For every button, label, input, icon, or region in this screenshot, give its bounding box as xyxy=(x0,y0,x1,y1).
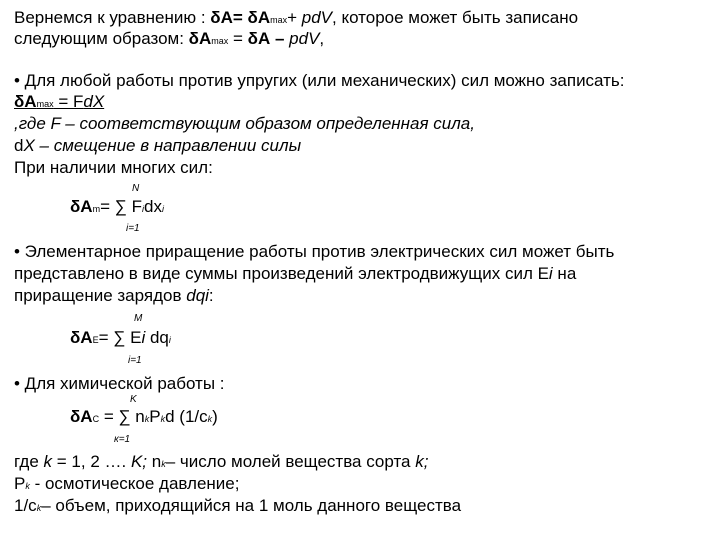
subscript-max-3: max xyxy=(36,99,54,109)
subscript-m: m xyxy=(92,204,101,214)
sum-upper-limit-n: N xyxy=(132,183,140,194)
elec-line-1: • Элементарное приращение работы против электрических сил может быть xyxy=(14,242,615,261)
sum-lower-limit-3: к=1 xyxy=(114,434,131,445)
sum-e: = ∑ E xyxy=(98,328,142,347)
mech-many-forces: При наличии многих сил: xyxy=(14,158,213,177)
plus-sign: + xyxy=(287,8,302,27)
k-cap: K; xyxy=(130,452,148,471)
k-values: = 1, 2 …. xyxy=(52,452,131,471)
displacement-text: X – смещение в направлении силы xyxy=(23,136,302,155)
elec-sum-equation xyxy=(70,328,171,350)
dqi-term: dqi xyxy=(186,286,209,305)
subscript-max: max xyxy=(270,15,288,25)
subscript-e: E xyxy=(92,335,99,345)
delta-a-max-symbol-3: δА xyxy=(14,92,37,111)
i-letter-2: i xyxy=(141,328,146,347)
delta-a-max-symbol-2: δА xyxy=(188,29,212,48)
p-letter-2: P xyxy=(14,474,26,493)
mech-def-force: ,где F – соответствующим образом определенная сила, xyxy=(14,114,475,133)
chem-def-p xyxy=(14,474,239,496)
subscript-i: i xyxy=(141,204,144,214)
intro-line-1 xyxy=(14,8,578,30)
intro-text: Вернемся к уравнению : xyxy=(14,8,211,27)
close-paren: ) xyxy=(212,407,218,426)
minus-sign: – xyxy=(270,29,290,48)
dq: dq xyxy=(145,328,169,347)
sum-n: = ∑ n xyxy=(99,407,145,426)
chem-def-volume xyxy=(14,496,461,518)
mech-def-displacement xyxy=(14,136,301,156)
intro-text-2: следующим образом: xyxy=(14,29,189,48)
n-letter: n xyxy=(147,452,162,471)
mech-sum-equation xyxy=(70,197,164,219)
sum-f: = ∑ F xyxy=(100,197,142,216)
intro-text-end: , которое может быть записано xyxy=(332,8,579,27)
p-letter: P xyxy=(149,407,161,426)
elec-text: представлено в виде суммы произведений электродвижущих сил E xyxy=(14,264,549,283)
sum-lower-limit-2: i=1 xyxy=(128,355,142,366)
equals-f: = F xyxy=(53,92,84,111)
colon: : xyxy=(208,286,214,305)
dx: dx xyxy=(143,197,162,216)
subscript-k-6: k xyxy=(36,503,42,513)
volume-text: – объем, приходящийся на 1 моль данного вещества xyxy=(41,496,462,515)
chem-sum-equation xyxy=(70,407,218,429)
elec-line-2 xyxy=(14,264,576,284)
comma: , xyxy=(319,29,325,48)
intro-line-2 xyxy=(14,29,324,51)
pdv-term: pdV xyxy=(301,8,333,27)
where-text: где xyxy=(14,452,44,471)
k-letter-2: k; xyxy=(415,452,429,471)
subscript-k-2: k xyxy=(160,414,166,424)
mech-bullet: • Для любой работы против упругих (или механических) сил можно записать: xyxy=(14,71,625,90)
delta-a-max-symbol: δА= δА xyxy=(210,8,271,27)
moles-text: – число молей вещества сорта xyxy=(165,452,416,471)
one-over-c: 1/c xyxy=(14,496,37,515)
osmotic-text: - осмотическое давление; xyxy=(29,474,240,493)
subscript-k-3: k xyxy=(207,414,213,424)
sum-upper-limit-k: K xyxy=(130,394,137,405)
chem-bullet: • Для химической работы : xyxy=(14,374,225,393)
chem-def-k xyxy=(14,452,428,474)
subscript-k-4: k xyxy=(161,459,166,469)
subscript-k-5: k xyxy=(25,481,30,491)
elec-text-end: на xyxy=(552,264,577,283)
d-letter: d xyxy=(14,136,24,155)
subscript-c: C xyxy=(92,414,100,424)
delta-a-symbol: δА xyxy=(247,29,271,48)
elec-line-3 xyxy=(14,286,214,306)
subscript-k: k xyxy=(144,414,150,424)
delta-a-m-symbol: δА xyxy=(70,197,93,216)
equals-sign: = xyxy=(228,29,248,48)
pdv-term-2: pdV xyxy=(289,29,320,48)
k-letter: k xyxy=(43,452,53,471)
subscript-max-2: max xyxy=(211,36,229,46)
sum-lower-limit: i=1 xyxy=(126,223,140,234)
sum-upper-limit-m: M xyxy=(134,313,143,324)
subscript-i-2: i xyxy=(161,204,164,214)
i-letter: i xyxy=(548,264,553,283)
subscript-i-3: i xyxy=(168,335,171,345)
d-one-over-c: d (1/c xyxy=(165,407,208,426)
elec-text-3: приращение зарядов xyxy=(14,286,187,305)
delta-a-e-symbol: δА xyxy=(70,328,93,347)
delta-a-c-symbol: δА xyxy=(70,407,93,426)
dx-term: dX xyxy=(83,92,105,111)
mech-equation xyxy=(14,92,104,114)
